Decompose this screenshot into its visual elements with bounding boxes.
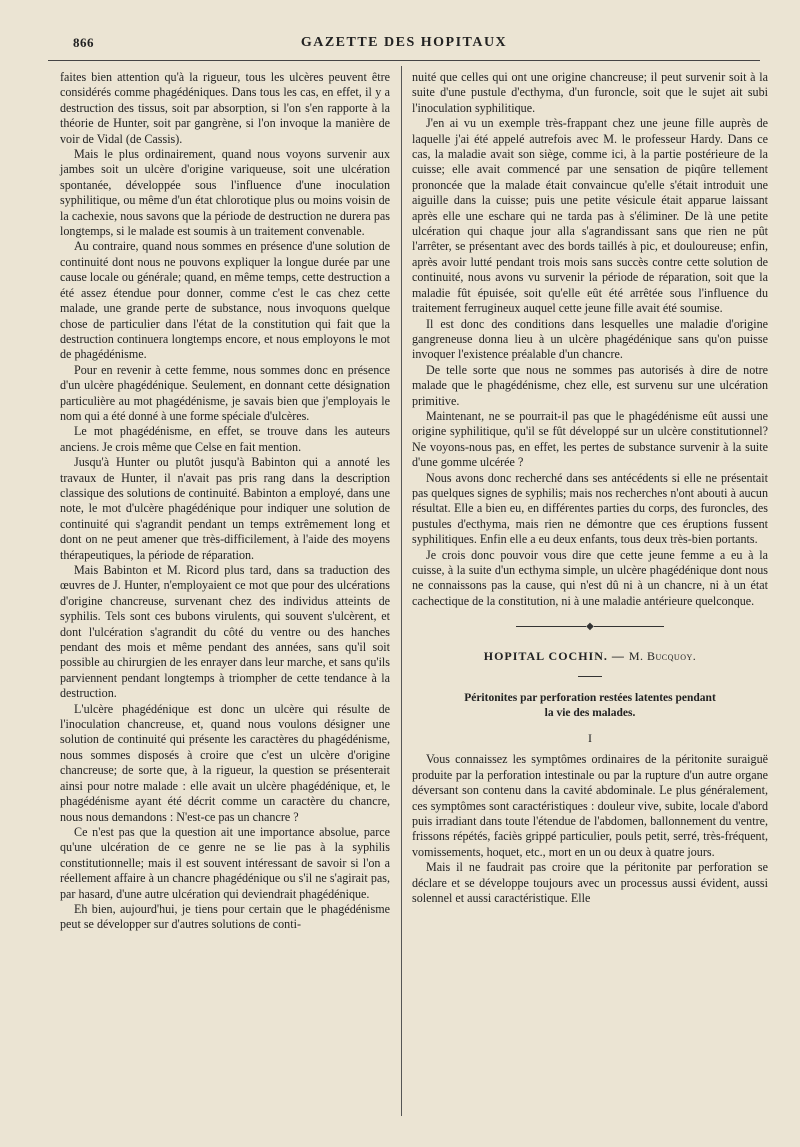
paragraph: Nous avons donc recherché dans ses antécédents si elle ne présentait pas quelques signes de syphilis; mais nos recherches n'ont abouti à aucun résultat. Elle a bien eu, en différentes parties du corps, des furoncles, des pustules d'ecthyma, mais rien ne démontre que ces éruptions fussent syphilitiques. Enfin elle a eu deux enfants, tous deux très-bien portants. [412, 470, 768, 547]
right-column [412, 70, 768, 907]
short-rule [578, 676, 602, 677]
hospital-heading [412, 649, 768, 664]
left-column [60, 70, 390, 933]
paragraph: Vous connaissez les symptômes ordinaires de la péritonite suraiguë produite par la perforation intestinale ou par la rupture d'un autre organe déversant son contenu dans la cavité abdominale. Le plus généralement, ces symptômes sont caractéristiques : douleur vive, subite, locale d'abord puis irradiant dans toute l'étendue de l'abdomen, ballonnement du ventre, frissons répétés, faciès grippé particulier, pouls petit, serré, très-fréquent, vomissements, hoquet, etc., mort en un ou deux à quatre jours. [412, 752, 768, 859]
article-title-line-1: Péritonites par perforation restées latentes pendant [464, 692, 716, 705]
paragraph: Mais le plus ordinairement, quand nous voyons survenir aux jambes soit un ulcère d'origine variqueuse, soit une ulcération spontanée, développée sous l'influence d'une inoculation syphilitique, ou même d'un état chlorotique plus ou moins voisin de la cachexie, nous savons que la période de destruction ne durera pas longtemps, si le malade est soumis à un traitement convenable. [60, 147, 390, 239]
paragraph: faites bien attention qu'à la rigueur, tous les ulcères peuvent être considérés comme phagédéniques. Dans tous les cas, en effet, il y a destruction des tissus, soit par absorption, si l'on s'en rapporte à la théorie de Hunter, soit par gangrène, si l'on invoque la manière de voir de Vidal (de Cassis). [60, 70, 390, 146]
section-ornament: ◆ [412, 619, 768, 634]
section-number: I [588, 731, 592, 746]
paragraph: Maintenant, ne se pourrait-il pas que le phagédénisme eût aussi une origine syphilitique, qu'il se fût développé sur un ulcère constitutionnel? Ne voyons-nous pas, en effet, les pertes de substance survenir à la suite d'une gomme ulcérée ? [412, 408, 768, 470]
article-title-line-2: la vie des malades. [544, 707, 636, 720]
paragraph: Le mot phagédénisme, en effet, se trouve dans les auteurs anciens. Je crois même que Celse en fait mention. [60, 424, 390, 454]
paragraph: J'en ai vu un exemple très-frappant chez une jeune fille auprès de laquelle j'ai été appelé autrefois avec M. le professeur Hardy. Dans ce cas, la maladie avait son siège, comme ici, à la partie postérieure de la cuisse; elle avait commencé par une sensation de piqûre tellement prononcée que la malade était convaincue qu'elle s'était introduit une aiguille dans la cuisse; puis une petite vésicule était apparue laissant après elle une eschare qui ne tarda pas à s'éliminer. De là une petite ulcération qui chaque jour alla s'agrandissant sans que rien ne pût l'arrêter, se présentant avec des bords taillés à pic, et douloureuse; enfin, après avoir lutté pendant trois mois sans succès contre cette solution de continuité, nous avons vu survenir la période de réparation, soit que la maladie fût épuisée, soit qu'elle eût été arrêtée sous l'influence du traitement ferrugineux auquel cette jeune fille avait été soumise. [412, 116, 768, 316]
page-number: 866 [73, 35, 94, 50]
hospital-author: M. Bucquoy. [628, 648, 697, 663]
paragraph: Ce n'est pas que la question ait une importance absolue, parce qu'une ulcération de ce genre ne se lie pas à la syphilis constitutionnelle; mais il est souvent intéressant de savoir si l'on a réellement affaire à un chancre phagédénique ou s'il ne s'agirait pas, par hasard, d'une autre ulcération qui deviendrait phagédénique. [60, 824, 390, 901]
article-title [412, 691, 768, 721]
paragraph: Pour en revenir à cette femme, nous sommes donc en présence d'un ulcère phagédénique. Seulement, en donnant cette désignation particulière au mot phagédénisme, je savais bien que j'employais le nom qui a été donné à une forme spéciale d'ulcères. [60, 362, 390, 423]
paragraph: Eh bien, aujourd'hui, je tiens pour certain que le phagédénisme peut se développer sur d'autres solutions de conti- [60, 901, 390, 932]
paragraph: De telle sorte que nous ne sommes pas autorisés à dire de notre malade que le phagédénisme, chez elle, est survenu sur une ulcération primitive. [412, 362, 768, 408]
column-divider [401, 66, 402, 1116]
paragraph: Jusqu'à Hunter ou plutôt jusqu'à Babinton qui a annoté les travaux de Hunter, il n'avait pas pris rang dans la description classique des solutions de continuité. Babinton a employé, dans une note, le mot d'ulcère phagédénique pour indiquer une solution de continuité qui s'agrandit pendant un temps extrêmement long et dont on ne peut amener que très-difficilement, à l'aide des moyens thérapeutiques, la période de réparation. [60, 455, 390, 562]
hospital-name: HOPITAL COCHIN. — [483, 648, 625, 663]
paragraph: nuité que celles qui ont une origine chancreuse; il peut survenir soit à la suite d'une pustule d'ecthyma, d'un furoncle, soit que le sujet ait subi l'inoculation syphilitique. [412, 70, 768, 115]
page-header [48, 30, 760, 61]
journal-title: GAZETTE DES HOPITAUX [300, 35, 508, 50]
paragraph: Mais il ne faudrait pas croire que la péritonite par perforation se déclare et se développe toujours avec un processus aussi évident, aussi solennel et aussi caractéristique. Elle [412, 860, 768, 906]
paragraph: Je crois donc pouvoir vous dire que cette jeune femme a eu à la cuisse, à la suite d'un ecthyma simple, un ulcère phagédénique dont nous ne connaissons pas la cause, qui n'est dû ni à un chancre, ni à un état cachectique de la constitution, ni à une maladie antérieure quelconque. [412, 547, 768, 608]
paragraph: Il est donc des conditions dans lesquelles une maladie d'origine gangreneuse donna lieu à un ulcère phagédénique sans qu'on puisse invoquer l'existence préalable d'un chancre. [412, 316, 768, 362]
paragraph: Au contraire, quand nous sommes en présence d'une solution de continuité dont nous ne pouvons expliquer la longue durée par une cause locale ou générale; quand, en même temps, cette destruction a été assez étendue pour donner, comme c'est le cas chez cette malade, une grande perte de substance, nous invoquons quelque chose de particulier dans l'état de la constitution qui fait que la destruction continuera longtemps encore, et nous employons le mot de phagédénisme. [60, 239, 390, 362]
paragraph: L'ulcère phagédénique est donc un ulcère qui résulte de l'inoculation chancreuse, et, quand nous voulons désigner une solution de continuité qui présente les caractères du phagédénisme, nous sommes disposés à croire que c'est un ulcère d'origine chancreuse; de sorte que, à la rigueur, la question se présenterait ainsi pour notre malade : elle avait un ulcère phagédénique, et, le phagédénisme ayant été décrit comme un caractère du chancre, nous nous demandons : N'est-ce pas un chancre ? [60, 701, 390, 824]
paragraph: Mais Babinton et M. Ricord plus tard, dans sa traduction des œuvres de J. Hunter, n'employaient ce mot que pour des ulcérations d'origine chancreuse, survenant chez des individus atteints de syphilis. Tels sont ces bubons virulents, qui souvent s'ulcèrent, et dont l'ulcération s'agrandit du côté du ventre ou des hanches pendant des mois et même pendant des années, sans qu'il soit possible au chirurgien de les enrayer dans leur marche, et sans qu'ils parviennent pendant longtemps à triompher de cette tendance à la destruction. [60, 563, 390, 701]
